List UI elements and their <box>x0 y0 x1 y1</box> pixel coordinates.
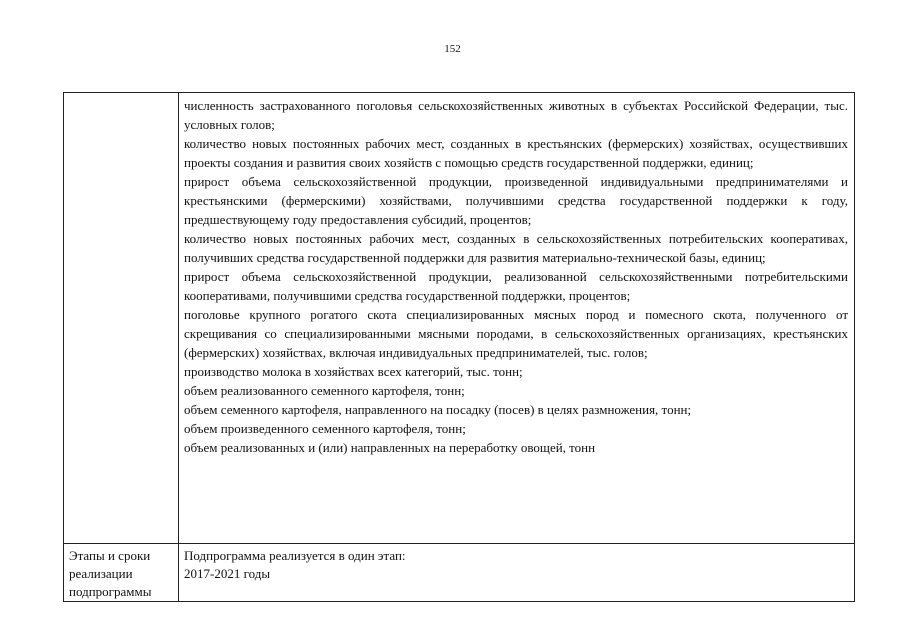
indicator-item: численность застрахованного поголовья сельскохозяйственных животных в субъектах Российской Федерации, тыс. условных голов; <box>184 98 848 132</box>
stages-label-cell <box>64 544 179 602</box>
stages-cell <box>179 544 855 602</box>
stages-label-line: подпрограммы <box>69 584 152 599</box>
indicator-item: объем произведенного семенного картофеля, тонн; <box>184 421 466 436</box>
stages-label-line: реализации <box>69 566 133 581</box>
stages-text-line: 2017-2021 годы <box>184 566 271 581</box>
indicator-item: поголовье крупного рогатого скота специализированных мясных пород и помесного скота, полученного от скрещивания со специализированными мясными породами, в сельскохозяйственных организациях, крестьянских (фермерских) хозяйствах, включая индивидуальных предпринимателей, тыс. голов; <box>184 307 848 360</box>
indicator-item: объем реализованных и (или) направленных на переработку овощей, тонн <box>184 440 596 455</box>
table-row-indicators <box>64 93 855 544</box>
passport-table <box>63 92 855 602</box>
table-row-stages <box>64 544 855 602</box>
indicator-item: прирост объема сельскохозяйственной продукции, произведенной индивидуальными предпринимателями и крестьянскими (фермерскими) хозяйствами, получившими средства государственной поддержки к году, предшествующему году предоставления субсидий, процентов; <box>184 174 848 227</box>
stages-label-line: Этапы и сроки <box>69 548 151 563</box>
indicators-label-cell <box>64 93 179 544</box>
indicator-item: объем семенного картофеля, направленного на посадку (посев) в целях размножения, тонн; <box>184 402 692 417</box>
stages-text-line: Подпрограмма реализуется в один этап: <box>184 548 406 563</box>
indicator-item: количество новых постоянных рабочих мест, созданных в крестьянских (фермерских) хозяйствах, осуществивших проекты создания и развития своих хозяйств с помощью средств государственной поддержки, единиц; <box>184 136 848 170</box>
indicators-cell <box>179 93 855 544</box>
indicator-item: количество новых постоянных рабочих мест, созданных в сельскохозяйственных потребительских кооперативах, получивших средства государственной поддержки для развития материально-технической базы, единиц; <box>184 231 848 265</box>
indicator-item: объем реализованного семенного картофеля, тонн; <box>184 383 465 398</box>
indicator-item: прирост объема сельскохозяйственной продукции, реализованной сельскохозяйственными потребительскими кооперативами, получившими средства государственной поддержки, процентов; <box>184 269 848 303</box>
indicator-item: производство молока в хозяйствах всех категорий, тыс. тонн; <box>184 364 523 379</box>
page-number: 152 <box>444 43 461 55</box>
